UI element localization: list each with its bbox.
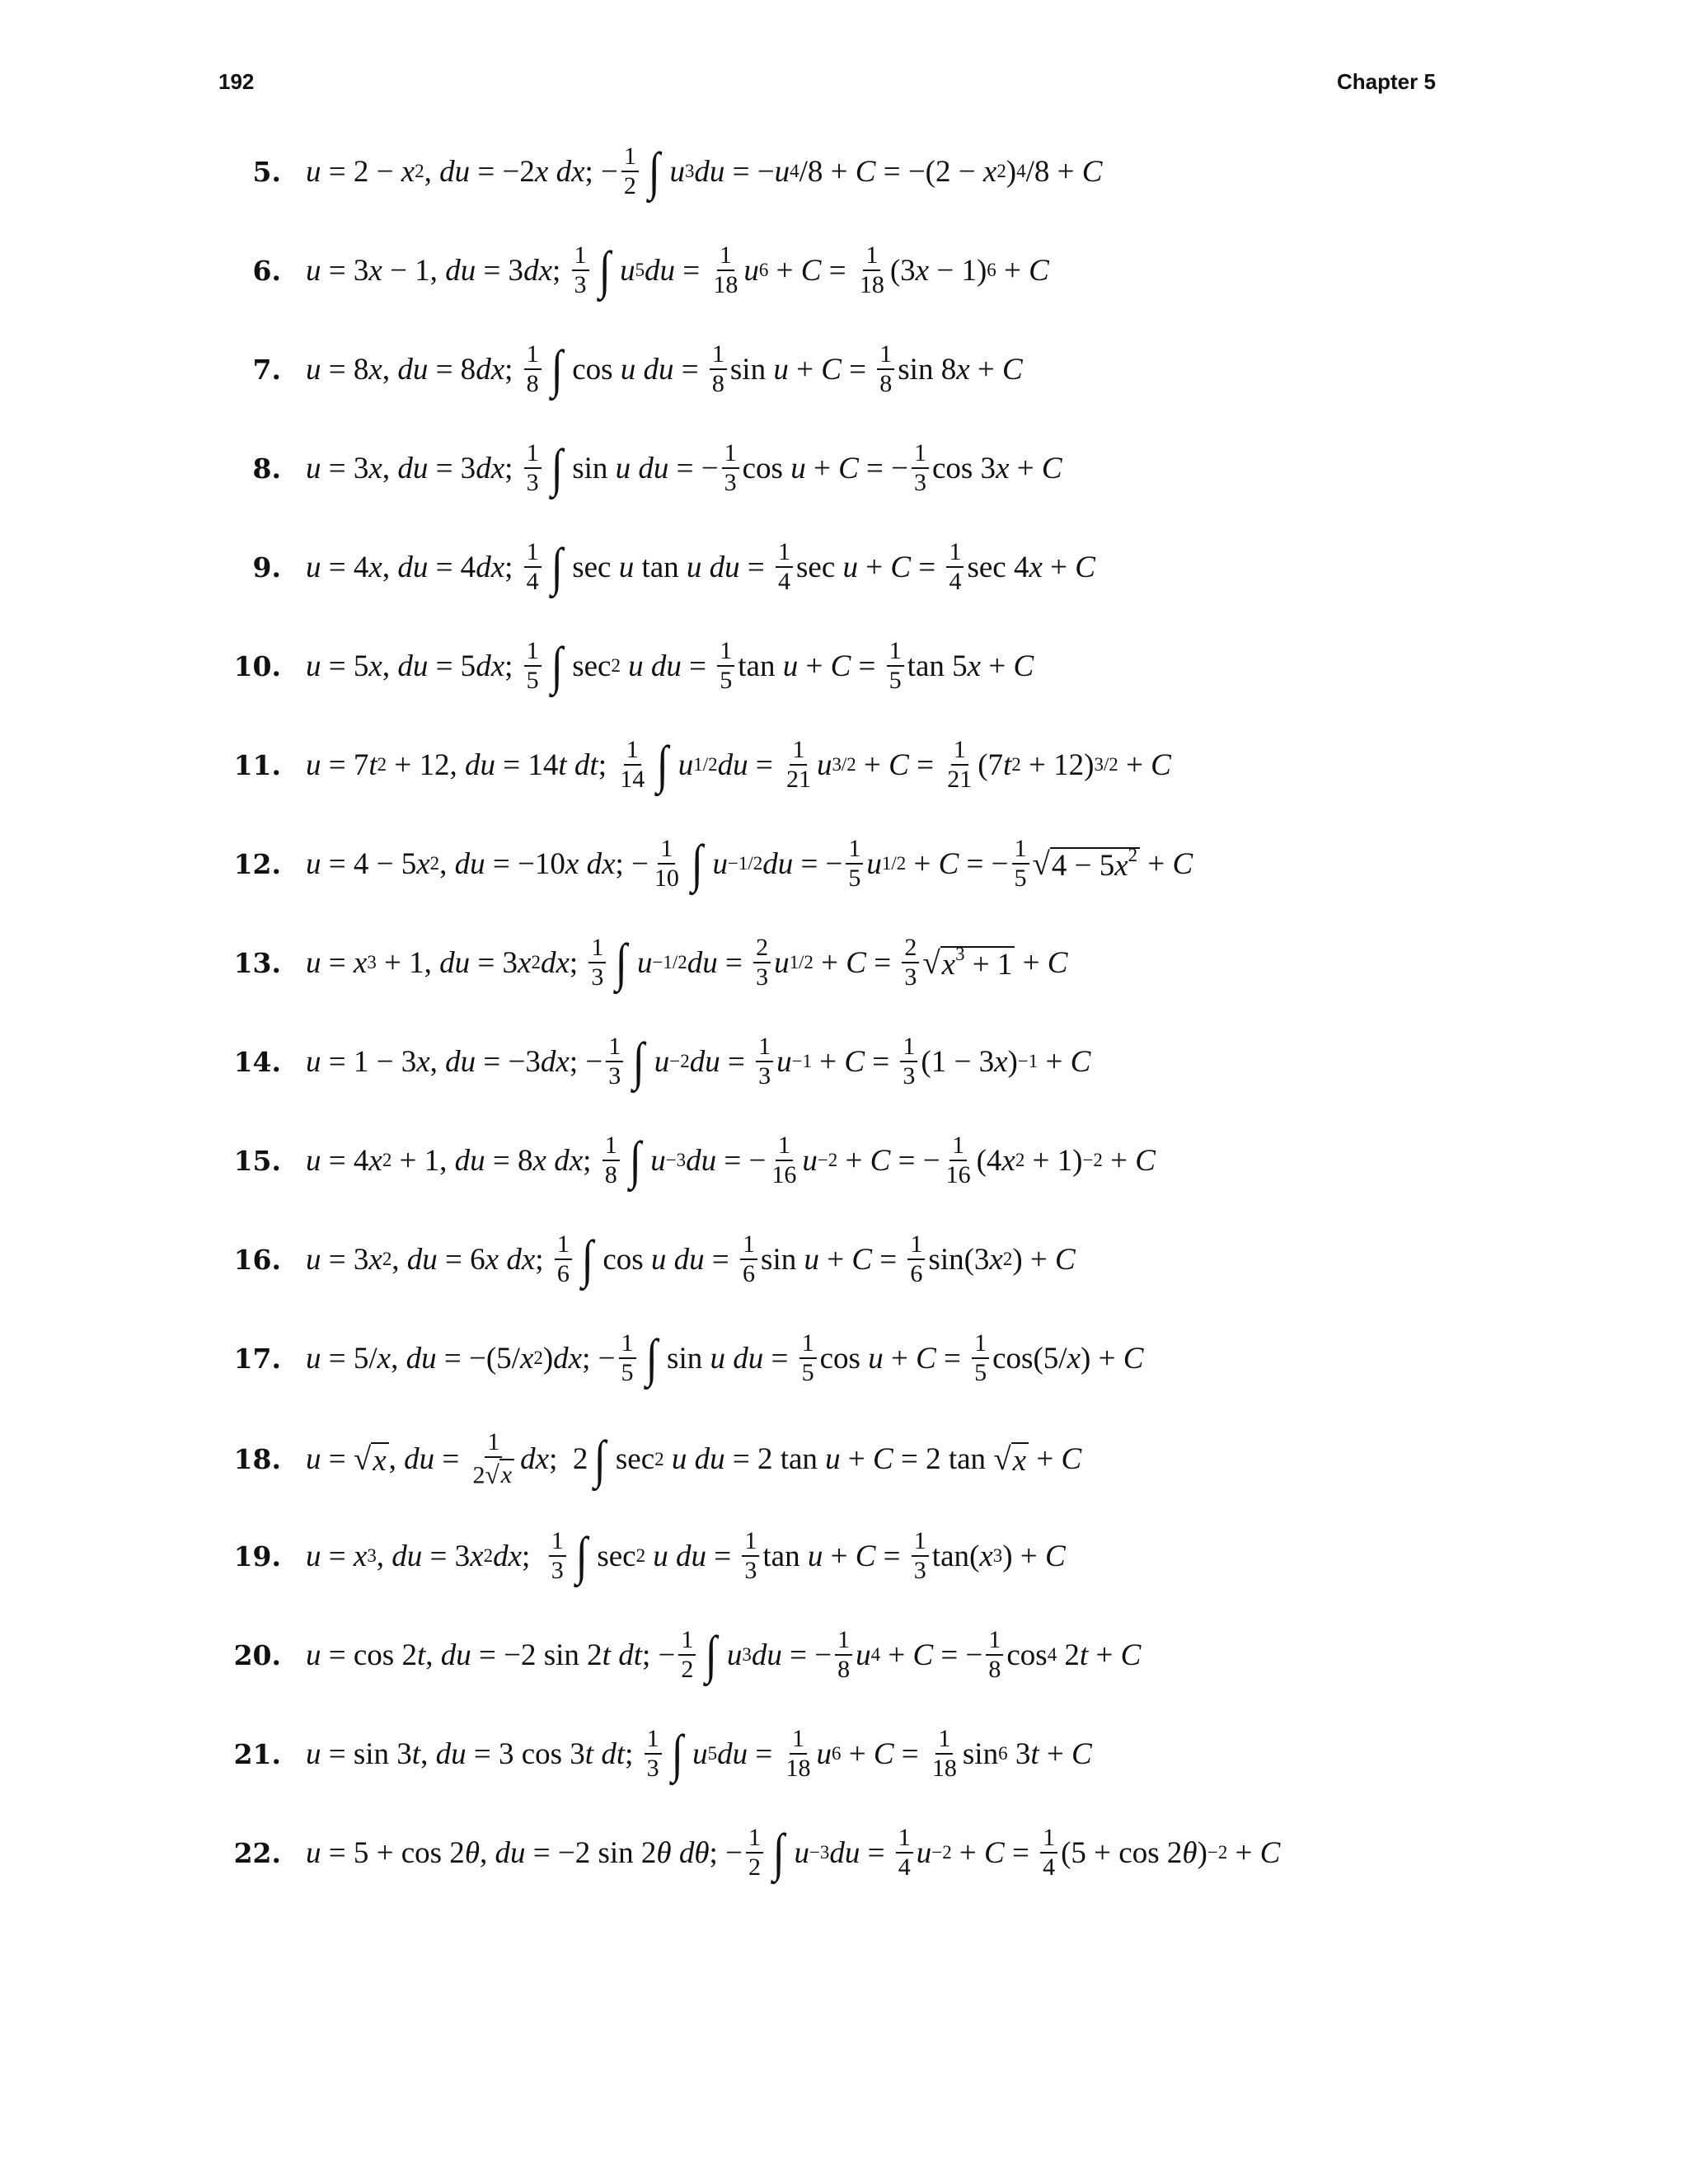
problem-number: 19.	[233, 1540, 281, 1572]
solution: u = sin 3 t , du = 3 cos 3 t dt ; $\frac{1}{3}$ ∫ u 5 du = $\frac{1}{18}$ u 6 + C = $\frac{1}{18}$ sin 6 3 t + C	[306, 1724, 1092, 1783]
solution: u = 5 x , du = 5 dx ; $\frac{1}{5}$ ∫ sec 2 u du = $\frac{1}{5}$ tan u + C = $\frac{1}{5}$ tan 5 x + C	[306, 636, 1034, 696]
page-number: 192	[218, 69, 255, 94]
problem-number: 21.	[233, 1737, 281, 1770]
problem-14	[218, 1033, 1620, 1090]
problem-7	[218, 341, 1620, 398]
problem-number: 18.	[233, 1443, 281, 1476]
problem-number: 8.	[252, 452, 281, 485]
solution: u = 2 − x 2 , du = −2 x dx ; − $\frac{1}{2}$ ∫ u 3 du = − u 4 /8 + C = −(2 − x 2 ) 4 /8 + C	[306, 142, 1103, 201]
problem-18	[218, 1429, 1620, 1489]
problem-number: 22.	[233, 1836, 281, 1869]
solution: u = 5 + cos 2 θ , du = −2 sin 2 θ dθ ; − $\frac{1}{2}$ ∫ u −3 du = $\frac{1}{4}$ u −2 + C = $\frac{1}{4}$ (5 + cos 2 θ ) −2 + C	[306, 1823, 1281, 1882]
problem-number: 5.	[252, 155, 281, 188]
solution: u = 4 − 5 x 2 , du = −10 x dx ; − $\frac{1}{10}$ ∫ u −1/2 du = − $\frac{1}{5}$ u 1/2 + C = − $\frac{1}{5}$ √ $4 - 5x^2$ + C	[306, 834, 1193, 893]
problem-number: 10.	[233, 649, 281, 682]
problem-8	[218, 440, 1620, 497]
problem-number: 16.	[233, 1243, 281, 1276]
problem-number: 12.	[233, 847, 281, 880]
problem-12	[218, 836, 1620, 893]
solution: u = 3 x , du = 3 dx ; $\frac{1}{3}$ ∫ sin u du = − $\frac{1}{3}$ cos u + C = − $\frac{1}{3}$ cos 3 x + C	[306, 438, 1062, 498]
problem-number: 13.	[233, 946, 281, 979]
problem-11	[218, 737, 1620, 794]
solution: u = 3 x 2 , du = 6 x dx ; $\frac{1}{6}$ ∫ cos u du = $\frac{1}{6}$ sin u + C = $\frac{1}{6}$ sin(3 x 2 ) + C	[306, 1230, 1076, 1289]
problem-17	[218, 1330, 1620, 1387]
solution: u = √ x , du = 1 2 √ x dx ; 2 ∫ sec 2 u du = 2 tan u + C = 2 tan √ x + C	[306, 1428, 1082, 1489]
problem-number: 11.	[233, 748, 281, 781]
problem-number: 15.	[233, 1144, 281, 1177]
problem-number: 14.	[233, 1045, 281, 1078]
problem-15	[218, 1132, 1620, 1189]
problem-number: 6.	[252, 254, 281, 287]
problem-6	[218, 242, 1620, 299]
solution: u = 5/ x , du = −(5/ x 2 ) dx ; − $\frac{1}{5}$ ∫ sin u du = $\frac{1}{5}$ cos u + C = $\frac{1}{5}$ cos(5/ x ) + C	[306, 1329, 1144, 1388]
problem-22	[218, 1825, 1620, 1882]
solution: u = cos 2 t , du = −2 sin 2 t dt ; − $\frac{1}{2}$ ∫ u 3 du = − $\frac{1}{8}$ u 4 + C = − $\frac{1}{8}$ cos 4 2 t + C	[306, 1625, 1142, 1685]
problem-9	[218, 539, 1620, 596]
problem-19	[218, 1528, 1620, 1585]
problem-number: 7.	[252, 353, 281, 386]
solution: u = 4 x 2 + 1, du = 8 x dx ; $\frac{1}{8}$ ∫ u −3 du = − $\frac{1}{16}$ u −2 + C = − $\frac{1}{16}$ (4 x 2 + 1) −2 + C	[306, 1131, 1156, 1190]
problem-10	[218, 638, 1620, 695]
solution: u = 4 x , du = 4 dx ; $\frac{1}{4}$ ∫ sec u tan u du = $\frac{1}{4}$ sec u + C = $\frac{1}{4}$ sec 4 x + C	[306, 537, 1095, 597]
problem-13	[218, 935, 1620, 991]
problem-number: 9.	[252, 551, 281, 583]
problem-number: 20.	[233, 1638, 281, 1671]
problem-number: 17.	[233, 1342, 281, 1375]
chapter-title: Chapter 5	[1337, 69, 1436, 94]
problem-21	[218, 1726, 1620, 1783]
solution: u = 7 t 2 + 12, du = 14 t dt ; $\frac{1}{14}$ ∫ u 1/2 du = $\frac{1}{21}$ u 3/2 + C = $\frac{1}{21}$ (7 t 2 + 12) 3/2 + C	[306, 735, 1171, 794]
solution: u = 1 − 3 x , du = −3 dx ; − $\frac{1}{3}$ ∫ u −2 du = $\frac{1}{3}$ u −1 + C = $\frac{1}{3}$ (1 − 3 x ) −1 + C	[306, 1032, 1091, 1091]
solution: u = 8 x , du = 8 dx ; $\frac{1}{8}$ ∫ cos u du = $\frac{1}{8}$ sin u + C = $\frac{1}{8}$ sin 8 x + C	[306, 340, 1023, 399]
problem-20	[218, 1627, 1620, 1684]
problem-16	[218, 1231, 1620, 1288]
problem-5	[218, 143, 1620, 200]
solution: u = 3 x − 1, du = 3 dx ; $\frac{1}{3}$ ∫ u 5 du = $\frac{1}{18}$ u 6 + C = $\frac{1}{18}$ (3 x − 1) 6 + C	[306, 241, 1049, 300]
solution: u = x 3 + 1, du = 3 x 2 dx ; $\frac{1}{3}$ ∫ u −1/2 du = $\frac{2}{3}$ u 1/2 + C = $\frac{2}{3}$ √ $x^3 + 1$ + C	[306, 933, 1068, 992]
solution: u = x 3 , du = 3 x 2 dx ; $\frac{1}{3}$ ∫ sec 2 u du = $\frac{1}{3}$ tan u + C = $\frac{1}{3}$ tan( x 3 ) + C	[306, 1526, 1066, 1586]
